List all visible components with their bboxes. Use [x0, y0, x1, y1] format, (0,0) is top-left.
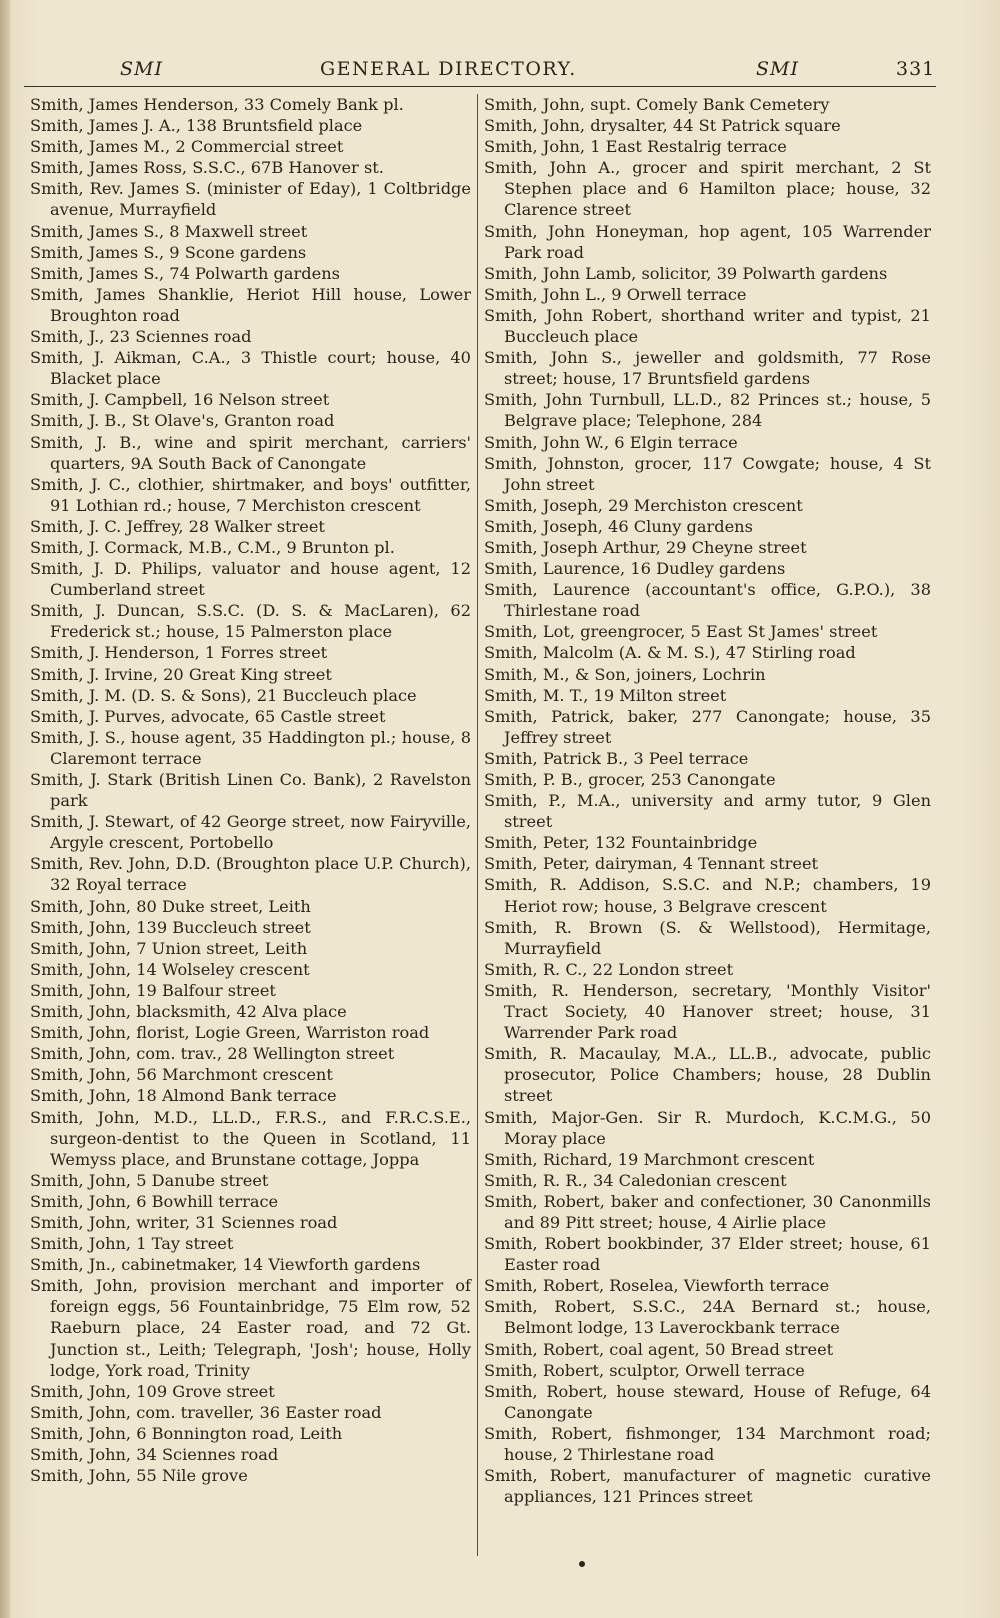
directory-entry: Smith, R. Brown (S. & Wellstood), Hermitage, Murrayfield: [484, 917, 931, 958]
directory-entry: Smith, Joseph, 29 Merchiston crescent: [484, 495, 803, 515]
directory-entry: Smith, P. B., grocer, 253 Canongate: [484, 770, 776, 789]
directory-entry: Smith, J. C., clothier, shirtmaker, and boys' outfitter, 91 Lothian rd.; house, 7 Merchiston crescent: [30, 474, 471, 515]
directory-entry: Smith, Rev. John, D.D. (Broughton place U.P. Church), 32 Royal terrace: [30, 854, 471, 895]
directory-entry: Smith, John, 109 Grove street: [30, 1381, 275, 1401]
directory-entry: Smith, James Ross, S.S.C., 67B Hanover st.: [30, 158, 384, 178]
directory-entry: Smith, Major-Gen. Sir R. Murdoch, K.C.M.G., 50 Moray place: [484, 1107, 931, 1148]
directory-entry: Smith, Rev. James S. (minister of Eday), 1 Coltbridge avenue, Murrayfield: [30, 179, 471, 220]
directory-entry: Smith, Patrick B., 3 Peel terrace: [484, 748, 749, 768]
directory-entry: Smith, John Turnbull, LL.D., 82 Princes st.; house, 5 Belgrave place; Telephone, 284: [484, 390, 931, 431]
directory-entry: Smith, John S., jeweller and goldsmith, 77 Rose street; house, 17 Bruntsfield gardens: [484, 348, 931, 389]
directory-entry: Smith, Robert, sculptor, Orwell terrace: [484, 1360, 805, 1380]
directory-entry: Smith, Joseph, 46 Cluny gardens: [484, 516, 753, 536]
directory-entry: Smith, John, 5 Danube street: [30, 1170, 269, 1190]
directory-entry: Smith, John Lamb, solicitor, 39 Polwarth gardens: [484, 263, 888, 283]
directory-entry: Smith, J. M. (D. S. & Sons), 21 Buccleuch place: [30, 685, 417, 705]
directory-entry: Smith, Peter, 132 Fountainbridge: [484, 833, 758, 853]
page-number: 331: [896, 58, 936, 80]
header-rule: [24, 86, 936, 87]
directory-entry: Smith, James M., 2 Commercial street: [30, 137, 344, 157]
directory-entry: Smith, John, 1 East Restalrig terrace: [484, 137, 787, 157]
directory-entry: Smith, John, 6 Bonnington road, Leith: [30, 1423, 343, 1443]
directory-entry: Smith, R. C., 22 London street: [484, 959, 734, 979]
directory-entry: Smith, John, 80 Duke street, Leith: [30, 896, 311, 916]
directory-entry: Smith, R. Macaulay, M.A., LL.B., advocate, public prosecutor, Police Chambers; house, 28 Dublin street: [484, 1044, 931, 1106]
directory-entry: Smith, James J. A., 138 Bruntsfield place: [30, 116, 363, 136]
directory-entry: Smith, John, florist, Logie Green, Warriston road: [30, 1023, 430, 1043]
directory-entry: Smith, Robert, S.S.C., 24A Bernard st.; house, Belmont lodge, 13 Laverockbank terrace: [484, 1297, 931, 1338]
directory-entry: Smith, John, writer, 31 Sciennes road: [30, 1212, 338, 1232]
directory-entry: Smith, J. B., wine and spirit merchant, carriers' quarters, 9A South Back of Canongate: [30, 432, 471, 473]
directory-entry: Smith, Lot, greengrocer, 5 East St James' street: [484, 622, 878, 642]
directory-entry: Smith, John, 14 Wolseley crescent: [30, 959, 310, 979]
directory-entry: Smith, Robert, fishmonger, 134 Marchmont road; house, 2 Thirlestane road: [484, 1423, 931, 1464]
directory-entry: Smith, J. Irvine, 20 Great King street: [30, 664, 332, 684]
directory-entry: Smith, R. R., 34 Caledonian crescent: [484, 1170, 787, 1190]
directory-entry: Smith, James S., 8 Maxwell street: [30, 221, 308, 241]
directory-entry: Smith, Johnston, grocer, 117 Cowgate; house, 4 St John street: [484, 453, 931, 494]
directory-entry: Smith, Malcolm (A. & M. S.), 47 Stirling road: [484, 643, 856, 663]
book-spine-shadow: [0, 0, 10, 1618]
directory-entry: Smith, John, com. traveller, 36 Easter road: [30, 1402, 382, 1422]
directory-entry: Smith, Robert, manufacturer of magnetic curative appliances, 121 Princes street: [484, 1466, 931, 1507]
directory-entry: Smith, Jn., cabinetmaker, 14 Viewforth gardens: [30, 1255, 421, 1275]
directory-entry: Smith, M. T., 19 Milton street: [484, 685, 727, 705]
directory-entry: Smith, James Henderson, 33 Comely Bank pl.: [30, 95, 404, 114]
directory-entry: Smith, R. Addison, S.S.C. and N.P.; chambers, 19 Heriot row; house, 3 Belgrave crescent: [484, 875, 931, 916]
directory-entry: Smith, R. Henderson, secretary, 'Monthly Visitor' Tract Society, 40 Hanover street; house, 31 Warrender Park road: [484, 980, 931, 1043]
directory-entry: Smith, James S., 74 Polwarth gardens: [30, 263, 340, 283]
directory-entry: Smith, J. Stewart, of 42 George street, now Fairyville, Argyle crescent, Portobello: [30, 812, 471, 853]
directory-entry: Smith, Robert, coal agent, 50 Bread street: [484, 1339, 834, 1359]
footer-dot: [579, 1561, 585, 1567]
directory-entry: Smith, Robert bookbinder, 37 Elder street; house, 61 Easter road: [484, 1234, 931, 1275]
page-header: [20, 52, 940, 86]
directory-entry: Smith, J. S., house agent, 35 Haddington pl.; house, 8 Claremont terrace: [30, 727, 471, 768]
directory-entry: Smith, Joseph Arthur, 29 Cheyne street: [484, 537, 807, 557]
column-divider: [477, 94, 478, 1556]
directory-entry: Smith, Peter, dairyman, 4 Tennant street: [484, 854, 819, 874]
directory-entry: Smith, J. Campbell, 16 Nelson street: [30, 390, 330, 410]
directory-entry: Smith, M., & Son, joiners, Lochrin: [484, 664, 766, 684]
header-right-guideword: SMI: [756, 58, 799, 80]
directory-entry: Smith, John W., 6 Elgin terrace: [484, 432, 738, 452]
directory-entry: Smith, J. Purves, advocate, 65 Castle street: [30, 706, 386, 726]
directory-entry: Smith, John L., 9 Orwell terrace: [484, 284, 747, 304]
directory-entry: Smith, John, drysalter, 44 St Patrick square: [484, 116, 841, 136]
directory-entry: Smith, Laurence (accountant's office, G.P.O.), 38 Thirlestane road: [484, 580, 931, 621]
directory-entry: Smith, John, 56 Marchmont crescent: [30, 1065, 333, 1085]
directory-entry: Smith, John, 1 Tay street: [30, 1234, 234, 1254]
directory-entry: Smith, John, 18 Almond Bank terrace: [30, 1086, 337, 1106]
directory-entry: Smith, Robert, Roselea, Viewforth terrace: [484, 1276, 830, 1296]
directory-entry: Smith, J. D. Philips, valuator and house agent, 12 Cumberland street: [30, 559, 471, 600]
directory-entry: Smith, Patrick, baker, 277 Canongate; house, 35 Jeffrey street: [484, 706, 931, 747]
directory-entry: Smith, J. C. Jeffrey, 28 Walker street: [30, 516, 325, 536]
header-left-guideword: SMI: [120, 58, 163, 80]
directory-entry: Smith, John, com. trav., 28 Wellington street: [30, 1044, 395, 1064]
directory-entry: Smith, John, 55 Nile grove: [30, 1466, 248, 1486]
directory-entry: Smith, John, supt. Comely Bank Cemetery: [484, 95, 830, 114]
directory-entry: Smith, John Robert, shorthand writer and typist, 21 Buccleuch place: [484, 305, 931, 347]
directory-entry: Smith, John, 6 Bowhill terrace: [30, 1191, 279, 1211]
directory-entry: Smith, John, provision merchant and importer of foreign eggs, 56 Fountainbridge, 75 Elm row, 52 Raeburn place, 24 Easter road, and 72 Gt. Junction st., Leith; Telegraph, 'Josh'; house, Holly lodge, York road, Trinity: [30, 1276, 471, 1380]
right-column: [484, 94, 931, 1507]
directory-entry: Smith, John, 7 Union street, Leith: [30, 938, 308, 958]
header-title: GENERAL DIRECTORY.: [320, 58, 577, 80]
directory-entry: Smith, James Shanklie, Heriot Hill house, Lower Broughton road: [30, 284, 471, 325]
directory-entry: Smith, John A., grocer and spirit merchant, 2 St Stephen place and 6 Hamilton place; house, 32 Clarence street: [484, 158, 931, 220]
directory-entry: Smith, James S., 9 Scone gardens: [30, 242, 307, 262]
directory-entry: Smith, Laurence, 16 Dudley gardens: [484, 559, 786, 579]
directory-entry: Smith, J. Duncan, S.S.C. (D. S. & MacLaren), 62 Frederick st.; house, 15 Palmerston place: [30, 601, 471, 642]
left-column: [30, 94, 471, 1486]
directory-entry: Smith, Robert, baker and confectioner, 30 Canonmills and 89 Pitt street; house, 4 Airlie place: [484, 1191, 931, 1232]
directory-entry: Smith, Richard, 19 Marchmont crescent: [484, 1149, 815, 1169]
directory-entry: Smith, J. Cormack, M.B., C.M., 9 Brunton pl.: [30, 537, 395, 557]
directory-entry: Smith, P., M.A., university and army tutor, 9 Glen street: [484, 791, 931, 832]
directory-entry: Smith, J. Henderson, 1 Forres street: [30, 643, 328, 663]
directory-entry: Smith, John, M.D., LL.D., F.R.S., and F.R.C.S.E., surgeon-dentist to the Queen in Scotland, 11 Wemyss place, and Brunstane cottage, Joppa: [30, 1107, 471, 1169]
directory-entry: Smith, J. Aikman, C.A., 3 Thistle court; house, 40 Blacket place: [30, 348, 471, 389]
directory-entry: Smith, J., 23 Sciennes road: [30, 327, 252, 347]
directory-entry: Smith, John, 19 Balfour street: [30, 980, 276, 1000]
directory-entry: Smith, Robert, house steward, House of Refuge, 64 Canongate: [484, 1381, 931, 1422]
directory-entry: Smith, J. Stark (British Linen Co. Bank), 2 Ravelston park: [30, 770, 471, 811]
directory-entry: Smith, J. B., St Olave's, Granton road: [30, 411, 335, 431]
directory-entry: Smith, John, blacksmith, 42 Alva place: [30, 1002, 347, 1022]
directory-entry: Smith, John Honeyman, hop agent, 105 Warrender Park road: [484, 221, 931, 262]
directory-entry: Smith, John, 139 Buccleuch street: [30, 917, 311, 937]
directory-entry: Smith, John, 34 Sciennes road: [30, 1445, 279, 1464]
